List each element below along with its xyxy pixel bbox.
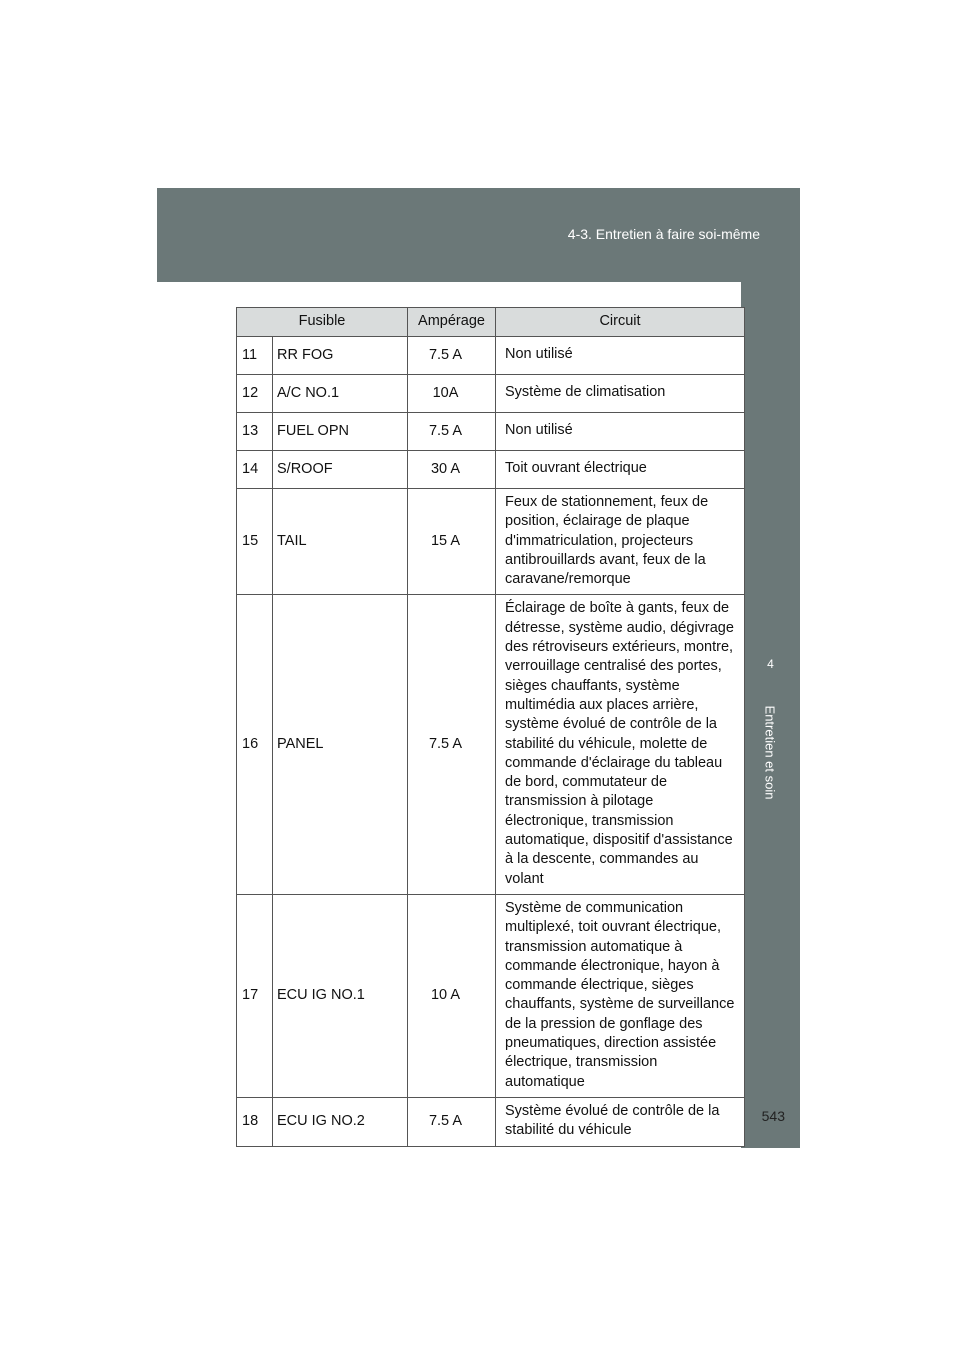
fuse-amperage: 7.5 A: [408, 595, 496, 894]
table-row: [237, 894, 745, 1097]
table-header-row: [237, 308, 745, 337]
fuse-amperage: 10A: [408, 375, 496, 413]
fuse-name: A/C NO.1: [273, 375, 408, 413]
fuse-name: TAIL: [273, 489, 408, 595]
fuse-name: PANEL: [273, 595, 408, 894]
fuse-name: FUEL OPN: [273, 413, 408, 451]
page-number: 543: [761, 1108, 785, 1124]
fuse-number: 17: [237, 894, 273, 1097]
fuse-table: [236, 307, 745, 1147]
fuse-circuit: Système de communication multiplexé, toit ouvrant électrique, transmission automatique à commande électronique, hayon à commande électrique, sièges chauffants, système de surveillance de la pression de gonflage des pneumatiques, direction assistée électrique, transmission automatique: [496, 894, 745, 1097]
fuse-number: 16: [237, 595, 273, 894]
fuse-amperage: 7.5 A: [408, 413, 496, 451]
fuse-circuit: Feux de stationnement, feux de position, éclairage de plaque d'immatriculation, projecteurs antibrouillards avant, feux de la caravane/remorque: [496, 489, 745, 595]
fuse-amperage: 10 A: [408, 894, 496, 1097]
fuse-amperage: 7.5 A: [408, 1097, 496, 1146]
fuse-name: RR FOG: [273, 337, 408, 375]
table-row: [237, 1097, 745, 1146]
fuse-amperage: 30 A: [408, 451, 496, 489]
fuse-circuit: Toit ouvrant électrique: [496, 451, 745, 489]
chapter-label: Entretien et soin: [762, 705, 778, 800]
table-row: [237, 451, 745, 489]
header-fusible: Fusible: [237, 308, 408, 337]
header-amperage: Ampérage: [408, 308, 496, 337]
fuse-name: ECU IG NO.2: [273, 1097, 408, 1146]
fuse-circuit: Non utilisé: [496, 413, 745, 451]
fuse-circuit: Non utilisé: [496, 337, 745, 375]
fuse-number: 18: [237, 1097, 273, 1146]
fuse-circuit: Système de climatisation: [496, 375, 745, 413]
fuse-amperage: 7.5 A: [408, 337, 496, 375]
fuse-circuit: Éclairage de boîte à gants, feux de détresse, système audio, dégivrage des rétroviseurs extérieurs, montre, verrouillage centralisé des portes, sièges chauffants, système multimédia aux places arrière, système évolué de contrôle de la stabilité du véhicule, molette de commande d'éclairage du tableau de bord, commutateur de transmission à pilotage électronique, transmission automatique, dispositif d'assistance à la descente, commandes au volant: [496, 595, 745, 894]
fuse-name: S/ROOF: [273, 451, 408, 489]
fuse-circuit: Système évolué de contrôle de la stabilité du véhicule: [496, 1097, 745, 1146]
table-row: [237, 489, 745, 595]
section-header: [157, 188, 800, 282]
table-row: [237, 413, 745, 451]
header-circuit: Circuit: [496, 308, 745, 337]
section-title: 4-3. Entretien à faire soi-même: [567, 226, 760, 242]
fuse-number: 12: [237, 375, 273, 413]
fuse-number: 11: [237, 337, 273, 375]
table-row: [237, 375, 745, 413]
table-row: [237, 337, 745, 375]
fuse-number: 13: [237, 413, 273, 451]
fuse-name: ECU IG NO.1: [273, 894, 408, 1097]
fuse-number: 15: [237, 489, 273, 595]
chapter-number: 4: [741, 640, 800, 689]
table-row: [237, 595, 745, 894]
fuse-amperage: 15 A: [408, 489, 496, 595]
fuse-number: 14: [237, 451, 273, 489]
